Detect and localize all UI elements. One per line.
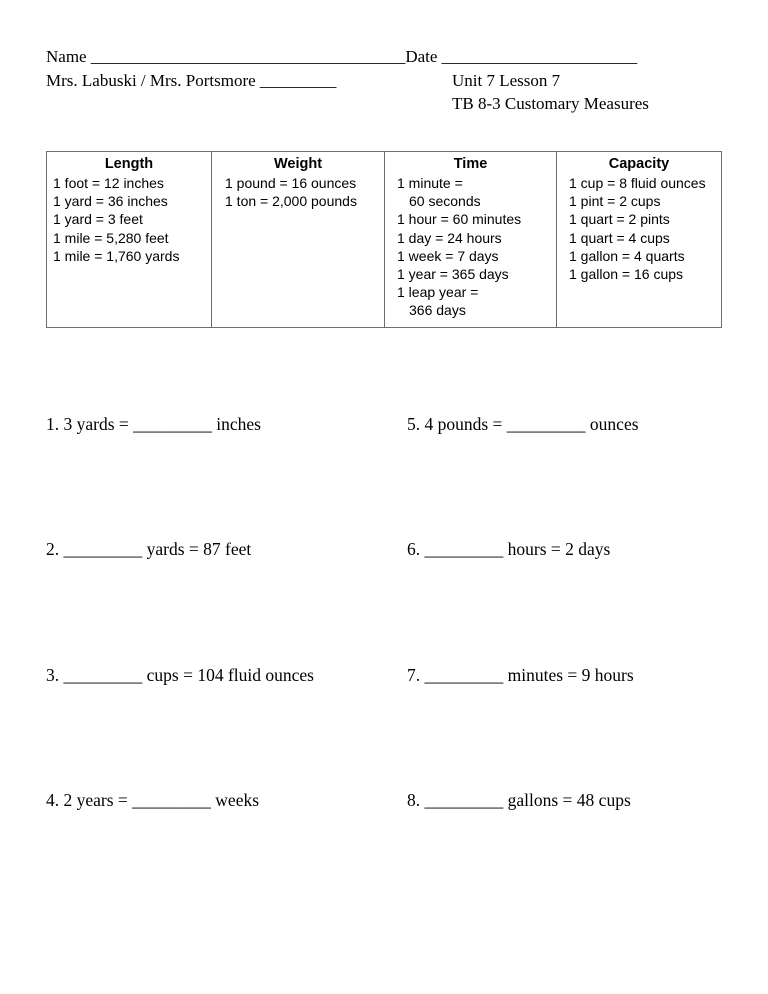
- conversion-line: 1 quart = 2 pints: [569, 211, 670, 228]
- name-date-line: Name _____________________________________Date _______________________: [46, 47, 638, 66]
- column-heading: Time: [453, 156, 488, 172]
- question-2: 2. _________ yards = 87 feet: [46, 539, 252, 559]
- conversion-line: 1 year = 365 days: [397, 266, 509, 283]
- weight-column: [212, 152, 385, 327]
- column-heading: Length: [104, 156, 154, 172]
- conversion-line: 1 day = 24 hours: [397, 229, 502, 246]
- length-column: [47, 152, 212, 327]
- conversion-line: 1 gallon = 16 cups: [569, 266, 684, 283]
- conversion-line: 1 leap year =: [397, 284, 479, 301]
- question-7: 7. _________ minutes = 9 hours: [407, 665, 634, 685]
- column-heading: Capacity: [608, 156, 670, 172]
- teachers-line: Mrs. Labuski / Mrs. Portsmore _________: [46, 71, 337, 90]
- conversion-line: 1 pint = 2 cups: [569, 193, 661, 210]
- conversion-line: 1 pound = 16 ounces: [225, 175, 357, 191]
- question-6: 6. _________ hours = 2 days: [407, 539, 611, 559]
- conversion-line: 1 minute =: [397, 175, 463, 191]
- time-column: [385, 152, 557, 327]
- capacity-column: [557, 152, 721, 327]
- conversion-line: 1 cup = 8 fluid ounces: [569, 175, 706, 191]
- topic-title: TB 8-3 Customary Measures: [452, 94, 649, 113]
- conversion-line: 1 hour = 60 minutes: [397, 211, 522, 228]
- conversion-line: 1 gallon = 4 quarts: [569, 247, 685, 264]
- conversion-line: 1 mile = 5,280 feet: [53, 229, 169, 246]
- conversion-line: 1 yard = 36 inches: [53, 193, 168, 210]
- conversion-line: 1 foot = 12 inches: [53, 175, 164, 191]
- question-1: 1. 3 yards = _________ inches: [46, 414, 261, 434]
- unit-lesson: Unit 7 Lesson 7: [452, 71, 561, 90]
- conversion-line: 1 mile = 1,760 yards: [53, 247, 180, 264]
- conversion-line: 1 yard = 3 feet: [53, 211, 143, 228]
- conversion-table: [46, 151, 722, 328]
- question-8: 8. _________ gallons = 48 cups: [407, 790, 631, 810]
- conversion-line: 60 seconds: [409, 193, 481, 210]
- conversion-line: 1 quart = 4 cups: [569, 229, 670, 246]
- question-5: 5. 4 pounds = _________ ounces: [407, 414, 639, 434]
- question-3: 3. _________ cups = 104 fluid ounces: [46, 665, 314, 685]
- question-4: 4. 2 years = _________ weeks: [46, 790, 260, 810]
- conversion-line: 1 ton = 2,000 pounds: [225, 193, 357, 210]
- conversion-line: 366 days: [409, 302, 466, 319]
- conversion-line: 1 week = 7 days: [397, 247, 499, 264]
- column-heading: Weight: [273, 156, 323, 172]
